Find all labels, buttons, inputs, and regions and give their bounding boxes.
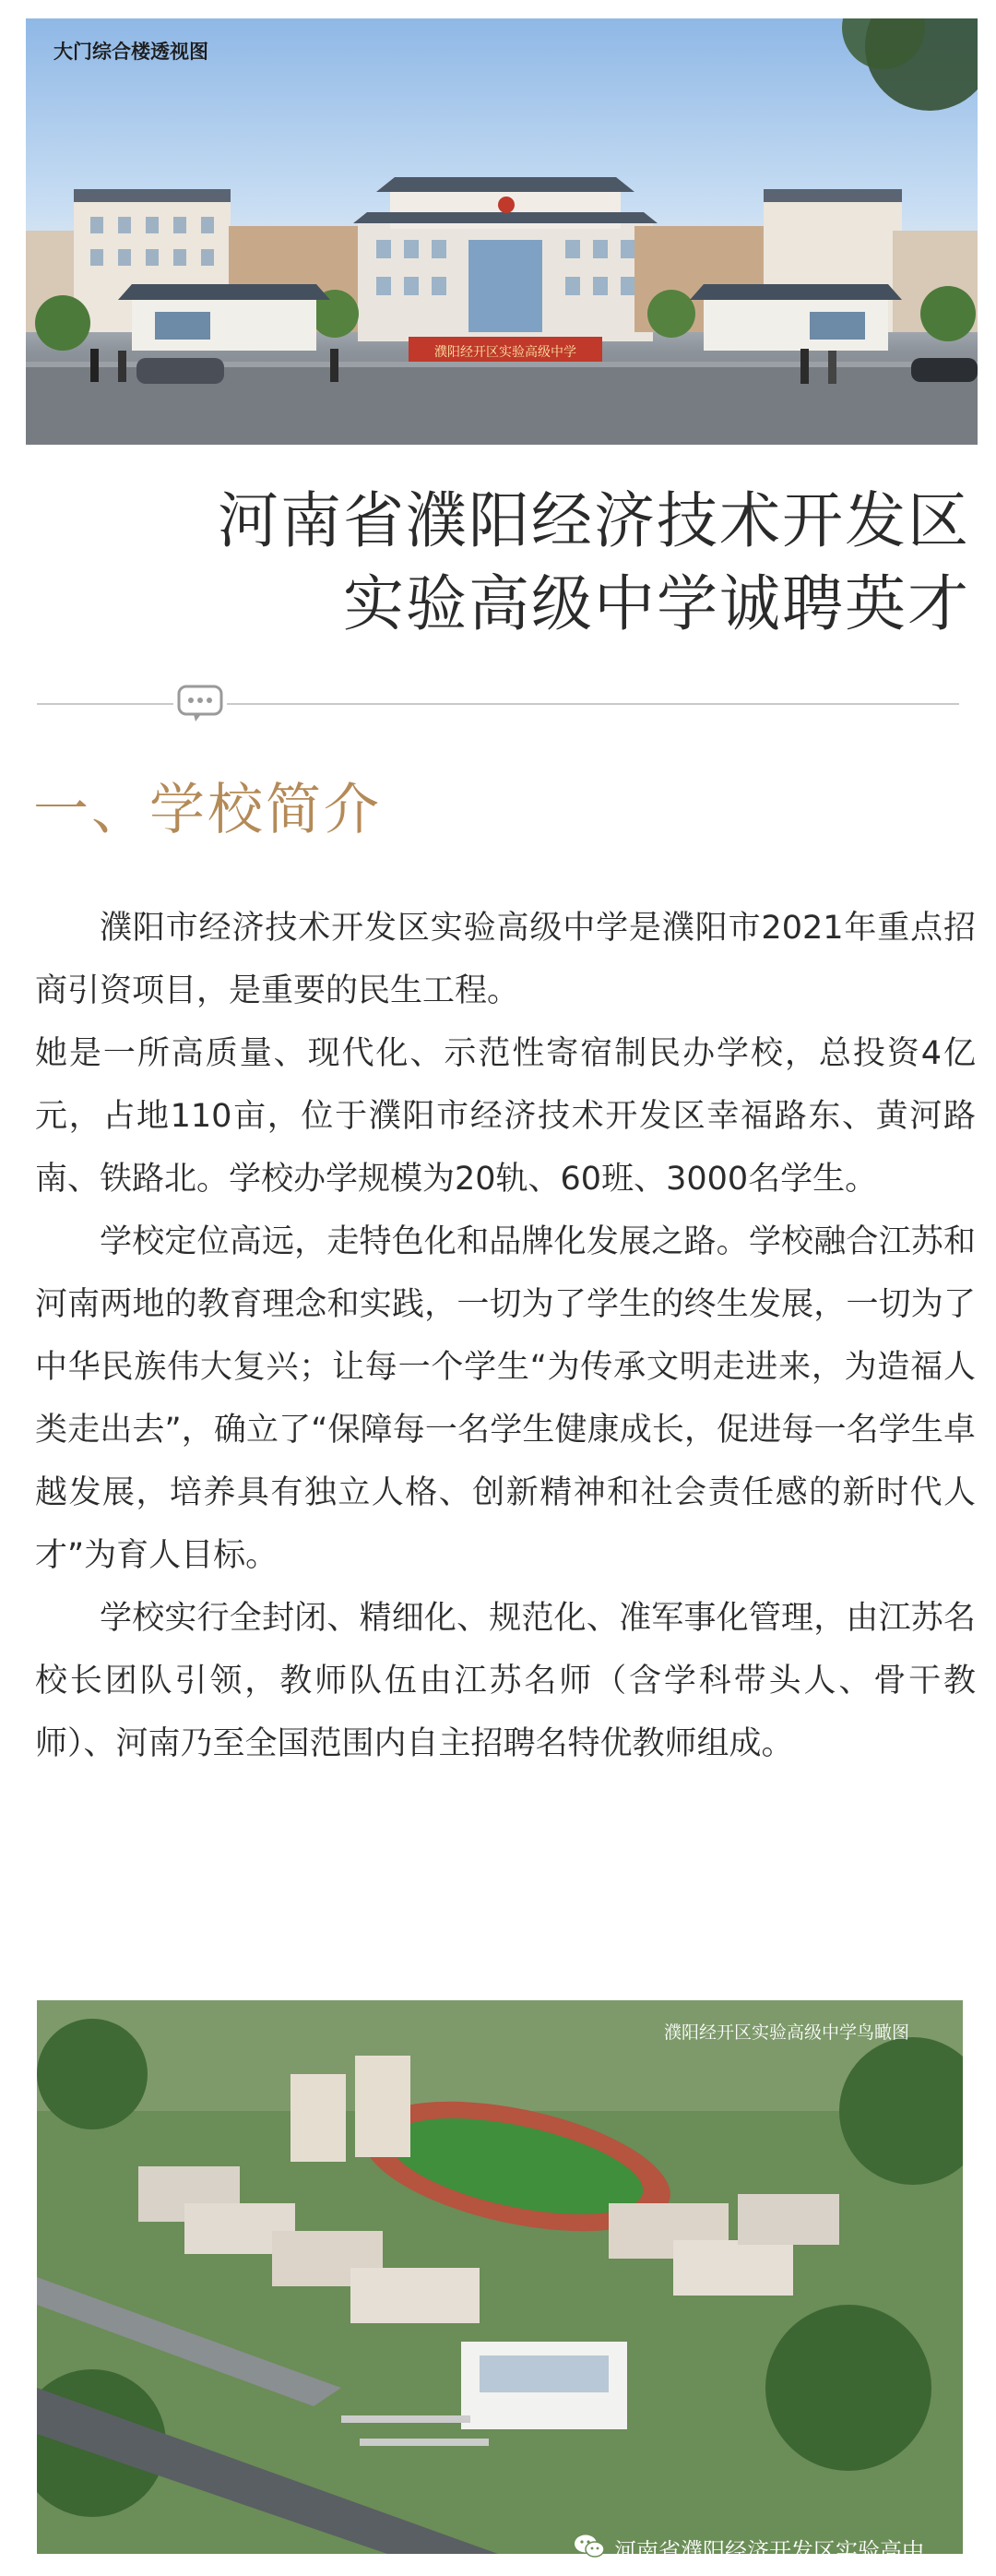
gate-rendering-caption: 大门综合楼透视图 — [53, 41, 208, 63]
aerial-view-image — [37, 2000, 963, 2554]
gate-sign-text: 濮阳经开区实验高级中学 — [434, 345, 576, 360]
wechat-account-name: 河南省濮阳经济开发区实验高中 — [614, 2537, 924, 2564]
paragraph: 学校定位高远，走特色化和品牌化发展之路。学校融合江苏和河南两地的教育理念和实践，一切为了学生的终生发展，一切为了中华民族伟大复兴；让每一个学生“为传承文明走进来，为造福人类走出去”，确立了“保障每一名学生健康成长，促进每一名学生卓越发展，培养具有独立人格、创新精神和社会责任感的新时代人才”为育人目标。 — [35, 1223, 976, 1574]
aerial-view-illustration — [37, 2000, 963, 2554]
section-title: 一、学校简介 — [33, 778, 382, 842]
paragraph: 濮阳市经济技术开发区实验高级中学是濮阳市2021年重点招商引资项目，是重要的民生工程。 — [35, 910, 976, 1009]
gate-rendering-illustration — [26, 18, 978, 445]
page-title-line-1: 河南省濮阳经济技术开发区 — [218, 485, 970, 556]
wechat-watermark — [574, 2530, 924, 2567]
page-title — [218, 480, 970, 646]
speech-bubble-icon — [173, 683, 227, 725]
aerial-view-caption: 濮阳经开区实验高级中学鸟瞰图 — [664, 2022, 910, 2043]
wechat-icon — [574, 2534, 605, 2563]
paragraph: 学校实行全封闭、精细化、规范化、准军事化管理，由江苏名校长团队引领，教师队伍由江苏名师（含学科带头人、骨干教师）、河南乃至全国范围内自主招聘名特优教师组成。 — [35, 1600, 976, 1762]
school-introduction — [35, 897, 976, 1775]
paragraph: 她是一所高质量、现代化、示范性寄宿制民办学校，总投资4亿元，占地110亩，位于濮阳市经济技术开发区幸福路东、黄河路南、铁路北。学校办学规模为20轨、60班、3000名学生。 — [35, 1035, 976, 1198]
gate-rendering-image — [26, 18, 978, 445]
page-title-line-2: 实验高级中学诚聘英才 — [343, 568, 970, 639]
